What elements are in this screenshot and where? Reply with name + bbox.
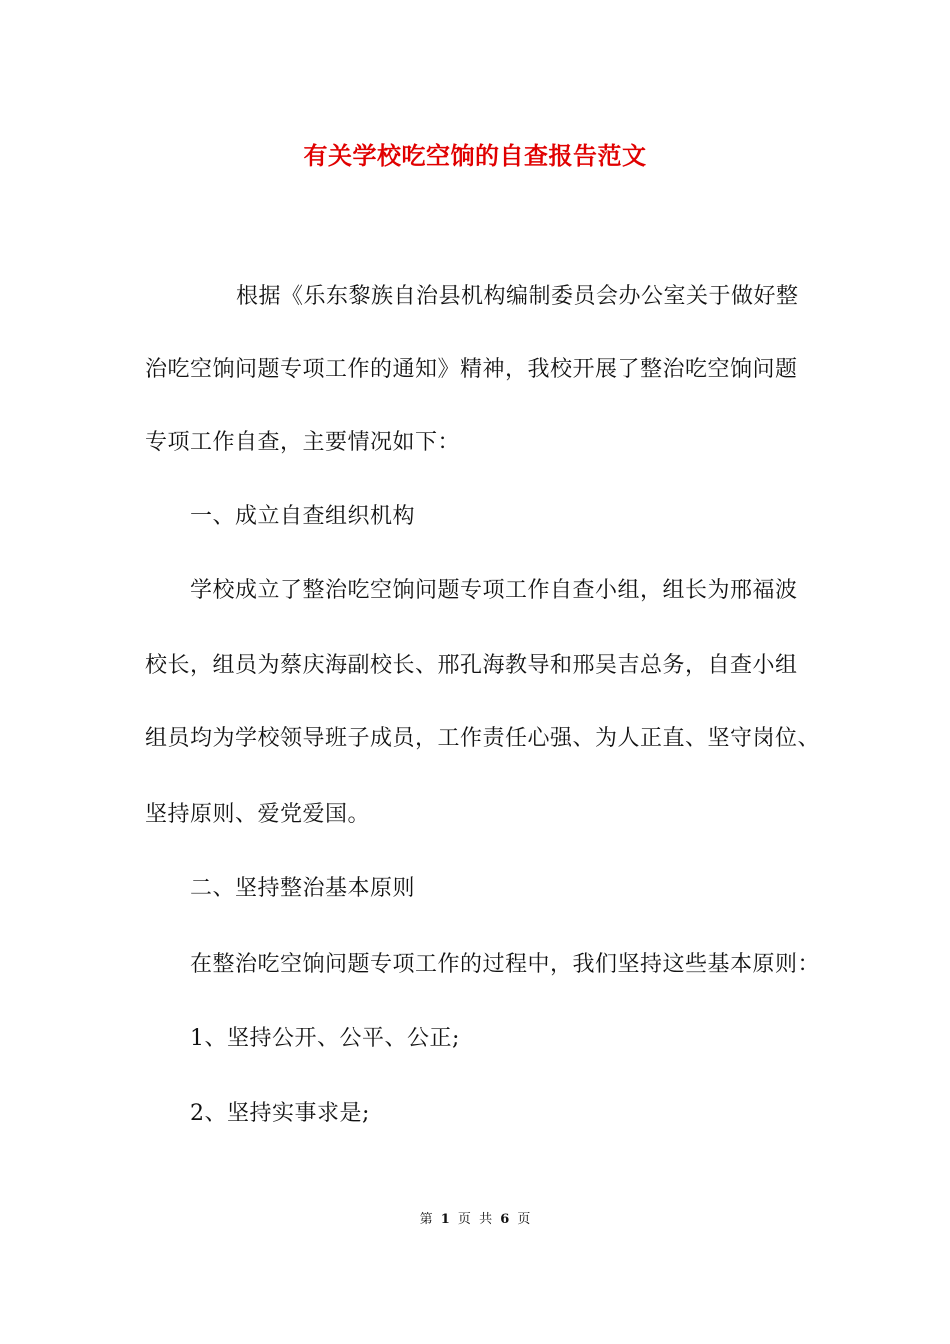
footer-page-label: 第 xyxy=(419,1212,433,1227)
paragraph-line: 校长，组员为蔡庆海副校长、邢孔海教导和邢吴吉总务，自查小组 xyxy=(145,653,798,678)
paragraph-line: 在整治吃空饷问题专项工作的过程中，我们坚持这些基本原则： xyxy=(190,952,821,977)
footer-total-label: 共 xyxy=(479,1212,493,1227)
paragraph-line: 学校成立了整治吃空饷问题专项工作自查小组，组长为邢福波 xyxy=(190,578,798,603)
paragraph-line: 治吃空饷问题专项工作的通知》精神，我校开展了整治吃空饷问题 xyxy=(145,357,798,382)
footer-current-page: 1 xyxy=(440,1212,450,1227)
section-heading: 二、坚持整治基本原则 xyxy=(190,876,416,901)
paragraph-line: 组员均为学校领导班子成员，工作责任心强、为人正直、坚守岗位、 xyxy=(145,726,821,751)
footer-page-unit: 页 xyxy=(457,1212,471,1227)
paragraph-line: 根据《乐东黎族自治县机构编制委员会办公室关于做好整 xyxy=(236,284,799,309)
page-footer xyxy=(0,1208,950,1227)
footer-total-unit: 页 xyxy=(517,1212,531,1227)
list-item: 1、坚持公开、公平、公正; xyxy=(190,1026,460,1051)
document-title: 有关学校吃空饷的自查报告范文 xyxy=(303,141,647,170)
section-heading: 一、成立自查组织机构 xyxy=(190,504,416,529)
footer-total-pages: 6 xyxy=(500,1212,510,1227)
list-item: 2、坚持实事求是; xyxy=(190,1101,370,1126)
paragraph-line: 坚持原则、爱党爱国。 xyxy=(145,802,371,827)
paragraph-line: 专项工作自查，主要情况如下： xyxy=(145,430,461,455)
